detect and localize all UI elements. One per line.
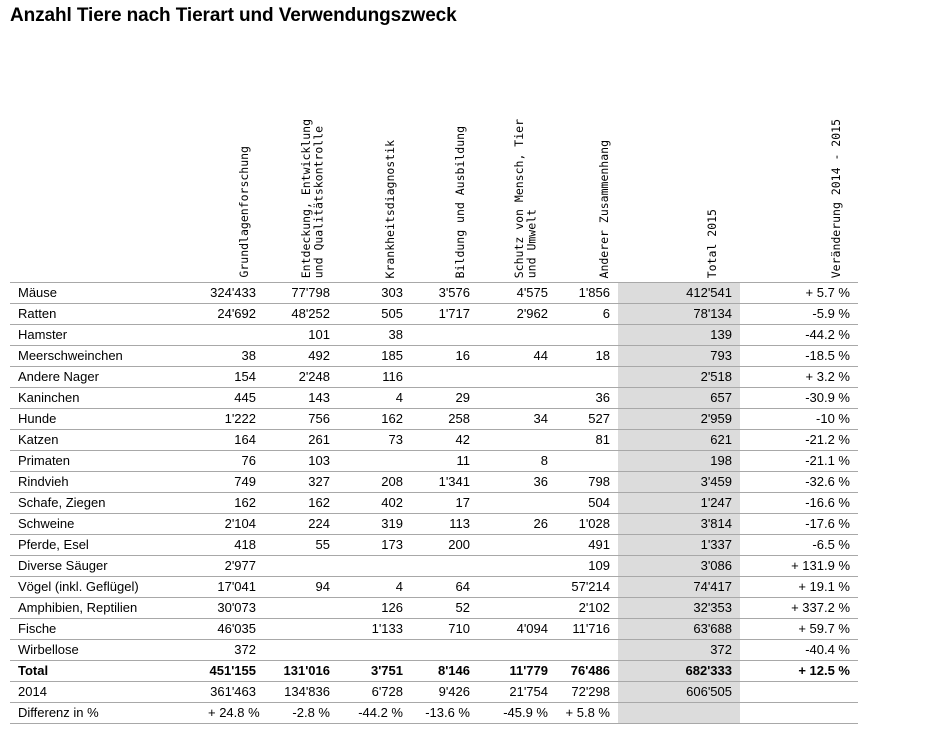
table-cell: -30.9 % <box>740 388 858 409</box>
column-header-grundlagenforschung: Grundlagenforschung <box>237 146 251 278</box>
table-cell: 319 <box>338 514 411 535</box>
row-label: Pferde, Esel <box>10 535 200 556</box>
table-cell: 224 <box>264 514 338 535</box>
table-cell <box>618 703 740 724</box>
page-title: Anzahl Tiere nach Tierart und Verwendungszweck <box>10 5 457 26</box>
table-cell: 44 <box>478 346 556 367</box>
table-cell: + 131.9 % <box>740 556 858 577</box>
table-cell: 21'754 <box>478 682 556 703</box>
table-cell: 134'836 <box>264 682 338 703</box>
table-row <box>10 283 858 304</box>
table-cell: 2'962 <box>478 304 556 325</box>
table-cell: + 12.5 % <box>740 661 858 682</box>
table-cell: + 19.1 % <box>740 577 858 598</box>
table-cell <box>338 556 411 577</box>
table-cell: 200 <box>411 535 478 556</box>
row-label: Vögel (inkl. Geflügel) <box>10 577 200 598</box>
table-cell: + 24.8 % <box>200 703 264 724</box>
table-cell: 36 <box>556 388 618 409</box>
column-header-veraenderung: Veränderung 2014 - 2015 <box>829 118 843 278</box>
table-cell: 198 <box>618 451 740 472</box>
table-cell: -16.6 % <box>740 493 858 514</box>
table-cell: 36 <box>478 472 556 493</box>
table-cell: 372 <box>200 640 264 661</box>
column-headers <box>10 60 858 282</box>
table-cell <box>740 682 858 703</box>
table-cell: 173 <box>338 535 411 556</box>
table-cell: 162 <box>338 409 411 430</box>
table-cell: 154 <box>200 367 264 388</box>
table-cell <box>411 556 478 577</box>
table-cell: + 59.7 % <box>740 619 858 640</box>
table-cell: -21.1 % <box>740 451 858 472</box>
table-cell: -17.6 % <box>740 514 858 535</box>
table-cell: 2'959 <box>618 409 740 430</box>
table-cell: 38 <box>200 346 264 367</box>
table-cell: 2'248 <box>264 367 338 388</box>
column-header-anderer: Anderer Zusammenhang <box>597 139 611 278</box>
table-cell: 63'688 <box>618 619 740 640</box>
table-cell: 38 <box>338 325 411 346</box>
table-cell: 109 <box>556 556 618 577</box>
row-label: Differenz in % <box>10 703 200 724</box>
table-cell: 258 <box>411 409 478 430</box>
animal-table <box>10 282 858 724</box>
table-cell: 17'041 <box>200 577 264 598</box>
table-cell: -2.8 % <box>264 703 338 724</box>
table-cell: 2'977 <box>200 556 264 577</box>
table-cell: 1'337 <box>618 535 740 556</box>
table-cell: 46'035 <box>200 619 264 640</box>
table-cell <box>740 703 858 724</box>
table-cell: 11'716 <box>556 619 618 640</box>
row-label: Meerschweinchen <box>10 346 200 367</box>
table-row <box>10 451 858 472</box>
table-cell: 657 <box>618 388 740 409</box>
table-cell <box>478 598 556 619</box>
table-cell: 4 <box>338 577 411 598</box>
row-label: Ratten <box>10 304 200 325</box>
table-cell: 11'779 <box>478 661 556 682</box>
table-cell: 3'576 <box>411 283 478 304</box>
table-cell: -40.4 % <box>740 640 858 661</box>
table-cell: 303 <box>338 283 411 304</box>
row-label: Wirbellose <box>10 640 200 661</box>
table-cell: 682'333 <box>618 661 740 682</box>
column-header-bildung: Bildung und Ausbildung <box>453 125 467 278</box>
row-label: Fische <box>10 619 200 640</box>
table-cell: 361'463 <box>200 682 264 703</box>
table-cell: 162 <box>200 493 264 514</box>
table-cell: 621 <box>618 430 740 451</box>
column-header-total-2015: Total 2015 <box>705 208 719 278</box>
table-cell: 81 <box>556 430 618 451</box>
table-cell: 164 <box>200 430 264 451</box>
row-label: Kaninchen <box>10 388 200 409</box>
table-cell <box>556 367 618 388</box>
table-cell: -10 % <box>740 409 858 430</box>
table-cell: 3'459 <box>618 472 740 493</box>
table-cell: 78'134 <box>618 304 740 325</box>
table-cell: 4 <box>338 388 411 409</box>
table-cell: 2'518 <box>618 367 740 388</box>
table-cell: 505 <box>338 304 411 325</box>
table-row <box>10 430 858 451</box>
table-cell <box>478 577 556 598</box>
table-cell: -21.2 % <box>740 430 858 451</box>
table-cell: 492 <box>264 346 338 367</box>
table-cell: 55 <box>264 535 338 556</box>
column-header-krankheitsdiagnostik: Krankheitsdiagnostik <box>383 139 397 278</box>
table-cell <box>478 430 556 451</box>
row-label: Mäuse <box>10 283 200 304</box>
table-cell: 8 <box>478 451 556 472</box>
table-cell: 76 <box>200 451 264 472</box>
table-cell <box>478 325 556 346</box>
table-cell: 74'417 <box>618 577 740 598</box>
table-cell: -45.9 % <box>478 703 556 724</box>
table-cell <box>338 451 411 472</box>
table-cell: 504 <box>556 493 618 514</box>
table-cell: 4'575 <box>478 283 556 304</box>
table-cell: -18.5 % <box>740 346 858 367</box>
column-header-schutz: Schutz von Mensch, Tier und Umwelt <box>512 118 539 278</box>
table-cell: 101 <box>264 325 338 346</box>
table-row <box>10 472 858 493</box>
table-cell: 113 <box>411 514 478 535</box>
table-cell: 94 <box>264 577 338 598</box>
table-row <box>10 325 858 346</box>
table-cell: 798 <box>556 472 618 493</box>
column-header-entdeckung: Entdeckung, Entwicklung und Qualitätskontrolle <box>299 118 326 278</box>
table-cell: 139 <box>618 325 740 346</box>
table-cell <box>556 451 618 472</box>
row-label: Primaten <box>10 451 200 472</box>
table-cell <box>264 556 338 577</box>
table-cell: 17 <box>411 493 478 514</box>
table-row <box>10 514 858 535</box>
table-cell: 749 <box>200 472 264 493</box>
table-cell: 1'247 <box>618 493 740 514</box>
table-row <box>10 493 858 514</box>
table-cell: 162 <box>264 493 338 514</box>
table-cell: 1'222 <box>200 409 264 430</box>
table-cell: 29 <box>411 388 478 409</box>
row-label: 2014 <box>10 682 200 703</box>
table-cell <box>338 640 411 661</box>
row-label: Diverse Säuger <box>10 556 200 577</box>
table-cell: 327 <box>264 472 338 493</box>
table-cell: 42 <box>411 430 478 451</box>
table-cell <box>411 325 478 346</box>
table-cell: 9'426 <box>411 682 478 703</box>
table-cell: 1'028 <box>556 514 618 535</box>
table-row <box>10 535 858 556</box>
table-cell: 606'505 <box>618 682 740 703</box>
table-cell: 11 <box>411 451 478 472</box>
table-cell: 451'155 <box>200 661 264 682</box>
table-cell: + 337.2 % <box>740 598 858 619</box>
table-row <box>10 619 858 640</box>
table-cell <box>411 640 478 661</box>
table-cell: 143 <box>264 388 338 409</box>
table-cell: 77'798 <box>264 283 338 304</box>
table-cell: 18 <box>556 346 618 367</box>
table-cell: 3'086 <box>618 556 740 577</box>
table-cell <box>478 535 556 556</box>
table-cell <box>478 493 556 514</box>
table-cell: 208 <box>338 472 411 493</box>
table-row <box>10 640 858 661</box>
table-cell: 76'486 <box>556 661 618 682</box>
table-cell <box>264 619 338 640</box>
table-cell: 4'094 <box>478 619 556 640</box>
table-cell <box>411 367 478 388</box>
row-label: Schweine <box>10 514 200 535</box>
table-cell: 756 <box>264 409 338 430</box>
table-cell: 2'102 <box>556 598 618 619</box>
table-cell: 793 <box>618 346 740 367</box>
table-cell: 64 <box>411 577 478 598</box>
table-row <box>10 577 858 598</box>
table-row <box>10 682 858 703</box>
table-cell: 24'692 <box>200 304 264 325</box>
table-cell: 57'214 <box>556 577 618 598</box>
row-label: Hamster <box>10 325 200 346</box>
row-label: Hunde <box>10 409 200 430</box>
table-cell: -13.6 % <box>411 703 478 724</box>
table-cell <box>478 556 556 577</box>
table-cell: 26 <box>478 514 556 535</box>
table-cell: 1'341 <box>411 472 478 493</box>
table-cell: 48'252 <box>264 304 338 325</box>
table-cell: 491 <box>556 535 618 556</box>
table-cell <box>264 640 338 661</box>
table-row <box>10 304 858 325</box>
table-cell: 324'433 <box>200 283 264 304</box>
table-cell: + 3.2 % <box>740 367 858 388</box>
table-cell: 3'751 <box>338 661 411 682</box>
table-cell: 32'353 <box>618 598 740 619</box>
table-row <box>10 598 858 619</box>
table-cell: 402 <box>338 493 411 514</box>
table-cell <box>556 640 618 661</box>
table-cell: 527 <box>556 409 618 430</box>
table-cell: 2'104 <box>200 514 264 535</box>
table-cell: 710 <box>411 619 478 640</box>
table-cell: 185 <box>338 346 411 367</box>
table-cell: 445 <box>200 388 264 409</box>
table-cell: -32.6 % <box>740 472 858 493</box>
table-cell: 116 <box>338 367 411 388</box>
table-cell: 126 <box>338 598 411 619</box>
table-cell: -44.2 % <box>740 325 858 346</box>
table-cell: -6.5 % <box>740 535 858 556</box>
table-cell: 52 <box>411 598 478 619</box>
table-cell: 8'146 <box>411 661 478 682</box>
table-cell: 418 <box>200 535 264 556</box>
row-label: Katzen <box>10 430 200 451</box>
table-cell <box>200 325 264 346</box>
table-cell <box>478 388 556 409</box>
table-row <box>10 367 858 388</box>
row-label: Rindvieh <box>10 472 200 493</box>
table-cell: + 5.8 % <box>556 703 618 724</box>
table-cell <box>264 598 338 619</box>
table-cell: 412'541 <box>618 283 740 304</box>
table-row <box>10 703 858 724</box>
table-cell: 3'814 <box>618 514 740 535</box>
table-cell: 372 <box>618 640 740 661</box>
table-cell: 6 <box>556 304 618 325</box>
table-row <box>10 661 858 682</box>
table-cell: + 5.7 % <box>740 283 858 304</box>
row-label: Andere Nager <box>10 367 200 388</box>
table-cell: -44.2 % <box>338 703 411 724</box>
table-cell: 261 <box>264 430 338 451</box>
table-row <box>10 556 858 577</box>
table-cell <box>478 640 556 661</box>
row-label: Schafe, Ziegen <box>10 493 200 514</box>
row-label: Amphibien, Reptilien <box>10 598 200 619</box>
row-label: Total <box>10 661 200 682</box>
table-cell: 73 <box>338 430 411 451</box>
table-cell <box>556 325 618 346</box>
table-cell: 34 <box>478 409 556 430</box>
table-row <box>10 409 858 430</box>
table-cell: 6'728 <box>338 682 411 703</box>
table-cell: -5.9 % <box>740 304 858 325</box>
table-cell: 1'717 <box>411 304 478 325</box>
table-cell: 131'016 <box>264 661 338 682</box>
table-row <box>10 388 858 409</box>
table-cell: 103 <box>264 451 338 472</box>
table-cell: 16 <box>411 346 478 367</box>
table-cell <box>478 367 556 388</box>
table-cell: 30'073 <box>200 598 264 619</box>
table-cell: 72'298 <box>556 682 618 703</box>
table-row <box>10 346 858 367</box>
table-cell: 1'856 <box>556 283 618 304</box>
table-cell: 1'133 <box>338 619 411 640</box>
